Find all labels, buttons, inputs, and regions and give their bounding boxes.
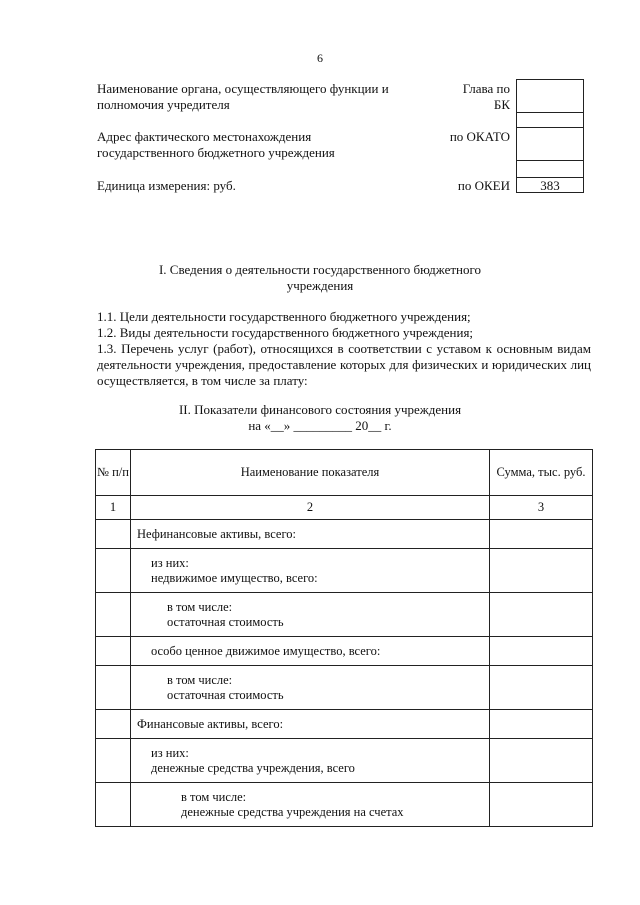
indicator-line: остаточная стоимость [167, 687, 284, 702]
sum-cell [490, 637, 593, 666]
indicator-line: Нефинансовые активы, всего: [137, 526, 296, 541]
indicator-cell [131, 666, 490, 710]
okato-label: по ОКАТО [449, 129, 510, 144]
indicator-line: из них: [151, 745, 189, 760]
header-indicator: Наименование показателя [131, 450, 490, 496]
row-num-cell [96, 666, 131, 710]
indicator-cell [131, 783, 490, 827]
item-1-1: 1.1. Цели деятельности государственного бюджетного учреждения; [97, 309, 471, 324]
row-num-cell [96, 783, 131, 827]
table-header-row [96, 450, 593, 496]
sum-cell [490, 549, 593, 593]
indicator-cell [131, 739, 490, 783]
indicator-line: из них: [151, 555, 189, 570]
page-number: 6 [317, 51, 323, 65]
row-num-cell [96, 549, 131, 593]
sum-cell [490, 783, 593, 827]
header-sum: Сумма, тыс. руб. [490, 450, 593, 496]
table-row [96, 710, 593, 739]
okei-value: 383 [540, 178, 560, 193]
numbering-cell: 2 [131, 496, 490, 520]
item-1-2: 1.2. Виды деятельности государственного бюджетного учреждения; [97, 325, 474, 340]
table-row [96, 783, 593, 827]
okei-label: по ОКЕИ [457, 178, 510, 193]
code-boxes-column [516, 79, 584, 193]
numbering-cell: 3 [490, 496, 593, 520]
unit-label: Единица измерения: руб. [97, 178, 236, 193]
indicator-cell [131, 710, 490, 739]
table-row [96, 549, 593, 593]
table-row [96, 637, 593, 666]
sum-cell [490, 593, 593, 637]
section2-title-date: на «__» _________ 20__ г. [248, 418, 392, 433]
sum-cell [490, 710, 593, 739]
row-num-cell [96, 637, 131, 666]
address-label-line1: Адрес фактического местонахождения [97, 129, 312, 144]
table-numbering-row [96, 496, 593, 520]
financial-indicators-table [95, 449, 593, 827]
indicator-line: остаточная стоимость [167, 614, 284, 629]
indicator-line: в том числе: [167, 599, 233, 614]
indicator-line: Финансовые активы, всего: [137, 716, 284, 731]
indicator-line: денежные средства учреждения, всего [151, 760, 355, 775]
numbering-cell: 1 [96, 496, 131, 520]
sum-cell [490, 520, 593, 549]
indicator-line: в том числе: [167, 672, 233, 687]
table-row [96, 739, 593, 783]
indicator-line: в том числе: [181, 789, 247, 804]
section1-title-line1: I. Сведения о деятельности государственного бюджетного [158, 262, 482, 277]
row-num-cell [96, 739, 131, 783]
sum-cell [490, 666, 593, 710]
indicator-cell [131, 593, 490, 637]
section2-title-line1: II. Показатели финансового состояния учреждения [178, 402, 462, 417]
founder-label-line1: Наименование органа, осуществляющего функции и [97, 81, 389, 96]
header-num: № п/п [96, 450, 131, 496]
indicator-line: особо ценное движимое имущество, всего: [151, 643, 381, 658]
row-num-cell [96, 593, 131, 637]
founder-label-line2: полномочия учредителя [97, 97, 230, 112]
table-row [96, 520, 593, 549]
sum-cell [490, 739, 593, 783]
code-box-divider [516, 112, 584, 113]
indicator-line: денежные средства учреждения на счетах [181, 804, 404, 819]
code-box-divider [516, 127, 584, 128]
section1-title-line2: учреждения [286, 278, 354, 293]
glava-bk-label-line1: Глава по [462, 81, 510, 96]
table-row [96, 666, 593, 710]
row-num-cell [96, 520, 131, 549]
code-box-divider [516, 160, 584, 161]
glava-bk-label-line2: БК [493, 97, 510, 112]
indicator-cell [131, 637, 490, 666]
address-label-line2: государственного бюджетного учреждения [97, 145, 335, 160]
indicator-line: недвижимое имущество, всего: [151, 570, 318, 585]
indicator-cell [131, 549, 490, 593]
table-row [96, 593, 593, 637]
indicator-cell [131, 520, 490, 549]
item-1-3: 1.3. Перечень услуг (работ), относящихся в соответствии с уставом к основным видам деятельности учреждения, предоставление которых для физических и юридических лиц осуществляется, в том числе за плату: [97, 341, 591, 388]
row-num-cell [96, 710, 131, 739]
